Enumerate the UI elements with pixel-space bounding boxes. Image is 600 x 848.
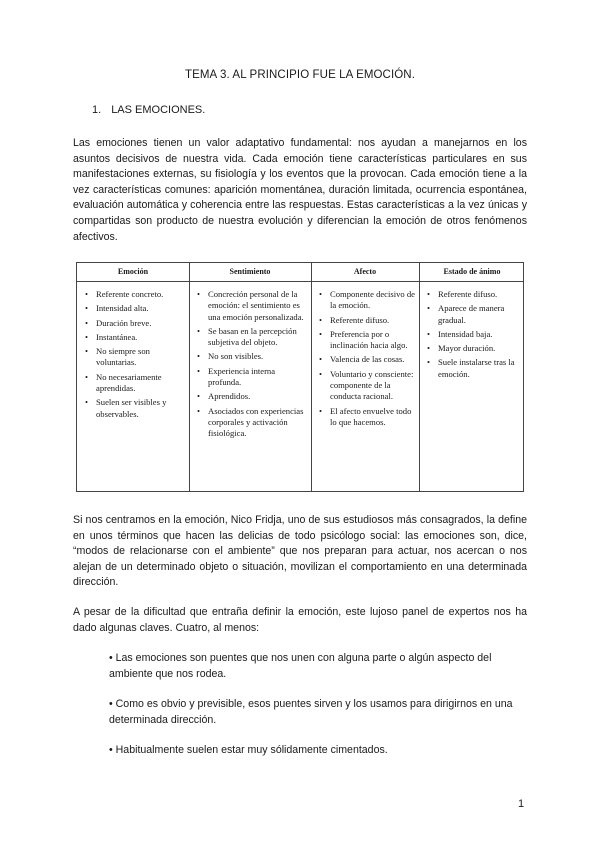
column-divider <box>419 263 420 491</box>
table-cell-item: • Intensidad alta. <box>85 303 185 314</box>
table-cell-item: • Voluntario y consciente: componente de la conducta racional. <box>319 369 415 403</box>
paragraph-fridja: Si nos centramos en la emoción, Nico Fridja, uno de sus estudiosos más consagrados, la define en unos términos que hacen las delicias de todo psicólogo social: las emociones son, dice, “modos de relacionarse con el ambiente” que nos preparan para actuar, nos acercan o nos alejan de un determinado objeto o situación, movilizan el comportamiento en una determinada dirección. <box>73 514 527 589</box>
table-cell-item: • El afecto envuelve todo lo que hacemos. <box>319 406 415 429</box>
table-cell-item: • No son visibles. <box>197 351 305 362</box>
table-cell-item: • Referente difuso. <box>319 315 415 326</box>
page-number: 1 <box>518 798 525 810</box>
paragraph-claves: A pesar de la dificultad que entraña definir la emoción, este lujoso panel de expertos nos ha dado algunas claves. Cuatro, al menos: <box>73 606 527 634</box>
table-column-estado-de-animo <box>427 289 519 383</box>
table-cell-item: • No siempre son voluntarias. <box>85 346 185 369</box>
table-header-afecto: Afecto <box>353 267 377 276</box>
section-heading <box>92 104 205 116</box>
table-cell-item: • Concreción personal de la emoción: el sentimiento es una emoción personalizada. <box>197 289 305 323</box>
table-cell-item: • Asociados con experiencias corporales y activación fisiológica. <box>197 406 305 440</box>
table-cell-item: • Aparece de manera gradual. <box>427 303 519 326</box>
table-cell-item: • Aprendidos. <box>197 391 305 402</box>
emotion-comparison-table <box>76 262 524 492</box>
table-cell-item: • Suelen ser visibles y observables. <box>85 397 185 420</box>
table-header-row <box>77 263 523 282</box>
page-title: TEMA 3. AL PRINCIPIO FUE LA EMOCIÓN. <box>184 69 416 81</box>
table-cell-item: • Referente concreto. <box>85 289 185 300</box>
table-cell-item: • Intensidad baja. <box>427 329 519 340</box>
bullet-item: • Habitualmente suelen estar muy sólidamente cimentados. <box>109 744 388 756</box>
table-cell-item: • Se basan en la percepción subjetiva del objeto. <box>197 326 305 349</box>
table-cell-item: • Instantánea. <box>85 332 185 343</box>
table-cell-item: • Mayor duración. <box>427 343 519 354</box>
table-cell-item: • Duración breve. <box>85 318 185 329</box>
column-divider <box>189 263 190 491</box>
table-column-emocion <box>85 289 185 423</box>
section-label: LAS EMOCIONES. <box>111 104 206 116</box>
table-cell-item: • Componente decisivo de la emoción. <box>319 289 415 312</box>
table-column-afecto <box>319 289 415 431</box>
table-cell-item: • Valencia de las cosas. <box>319 354 415 365</box>
column-divider <box>311 263 312 491</box>
table-header-emocion: Emoción <box>117 267 149 276</box>
table-cell-item: • Referente difuso. <box>427 289 519 300</box>
section-number: 1. <box>92 104 102 116</box>
bullet-item: • Como es obvio y previsible, esos puentes sirven y los usamos para dirigirnos en una determinada dirección. <box>109 698 513 726</box>
table-header-sentimiento: Sentimiento <box>229 267 271 276</box>
bullet-item: • Las emociones son puentes que nos unen con alguna parte o algún aspecto del ambiente que nos rodea. <box>109 652 492 680</box>
table-header-estado-de-animo: Estado de ánimo <box>443 267 501 276</box>
paragraph-intro: Las emociones tienen un valor adaptativo fundamental: nos ayudan a manejarnos en los asuntos decisivos de nuestra vida. Cada emoción tiene características particulares en sus manifestaciones externas, su fisiología y los eventos que la provocan. Cada emoción tiene a la vez características comunes: aparición momentánea, duración limitada, ocurrencia espontánea, evaluación automática y coherencia entre las respuestas. Estas características a la vez únicas y compartidas son producto de nuestra evolución y diferencian la emoción de otros fenómenos afectivos. <box>73 137 527 243</box>
table-cell-item: • No necesariamente aprendidas. <box>85 372 185 395</box>
table-cell-item: • Suele instalarse tras la emoción. <box>427 357 519 380</box>
table-cell-item: • Preferencia por o inclinación hacia algo. <box>319 329 415 352</box>
table-column-sentimiento <box>197 289 305 443</box>
table-cell-item: • Experiencia interna profunda. <box>197 366 305 389</box>
